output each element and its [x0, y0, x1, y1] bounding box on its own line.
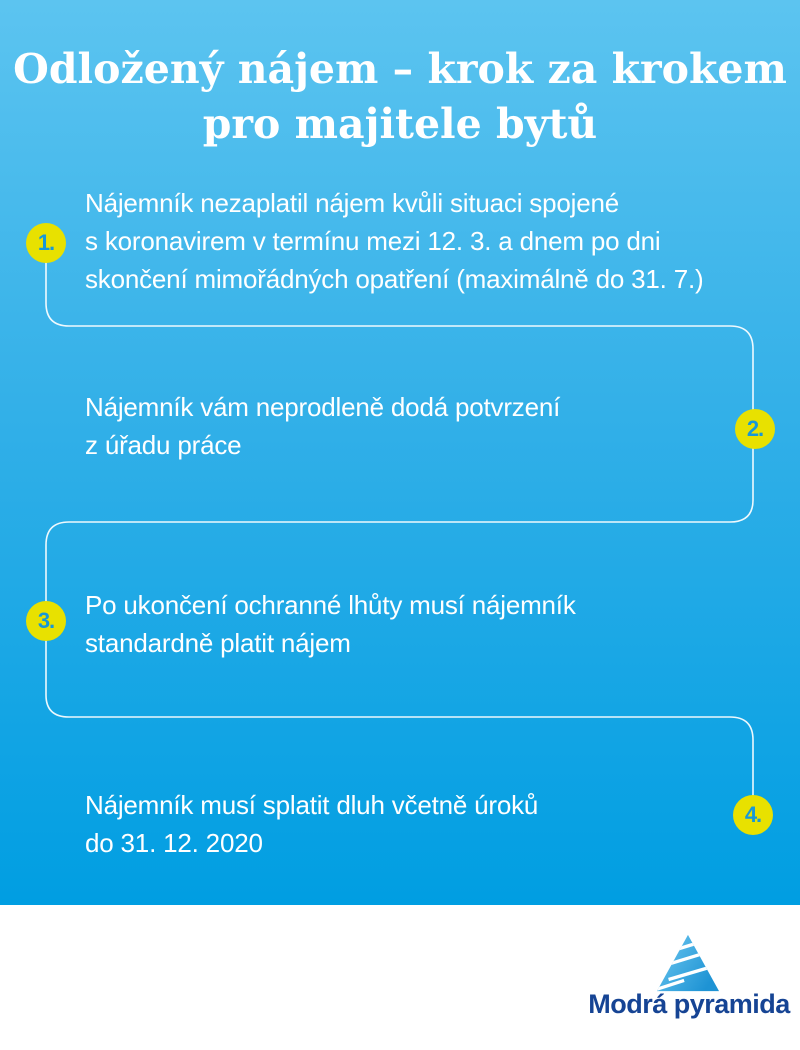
- step-3-text: [85, 586, 765, 662]
- step-2-badge: 2.: [735, 409, 775, 449]
- step-4-line-2: do 31. 12. 2020: [85, 828, 263, 858]
- step-2-text: [85, 388, 765, 464]
- step-3-badge: 3.: [26, 601, 66, 641]
- title-line-2: pro majitele bytů: [202, 100, 598, 148]
- step-2-line-1: Nájemník vám neprodleně dodá potvrzení: [85, 392, 561, 422]
- step-1-line-1: Nájemník nezaplatil nájem kvůli situaci spojené: [85, 188, 619, 218]
- step-1-line-3: skončení mimořádných opatření (maximálně do 31. 7.): [85, 264, 704, 294]
- step-4-line-1: Nájemník musí splatit dluh včetně úroků: [85, 790, 539, 820]
- step-1-badge: 1.: [26, 223, 66, 263]
- title-line-1: Odložený nájem – krok za krokem: [13, 45, 787, 93]
- step-1-text: [85, 184, 765, 298]
- footer: [0, 905, 800, 1050]
- brand-name: Modrá pyramida: [588, 989, 790, 1019]
- step-4-badge: 4.: [733, 795, 773, 835]
- step-2-line-2: z úřadu práce: [85, 430, 242, 460]
- step-4-text: [85, 786, 765, 862]
- step-3-line-1: Po ukončení ochranné lhůty musí nájemník: [85, 590, 576, 620]
- step-3-line-2: standardně platit nájem: [85, 628, 351, 658]
- pyramid-logo-icon: [654, 933, 720, 993]
- step-1-line-2: s koronavirem v termínu mezi 12. 3. a dnem po dni: [85, 226, 661, 256]
